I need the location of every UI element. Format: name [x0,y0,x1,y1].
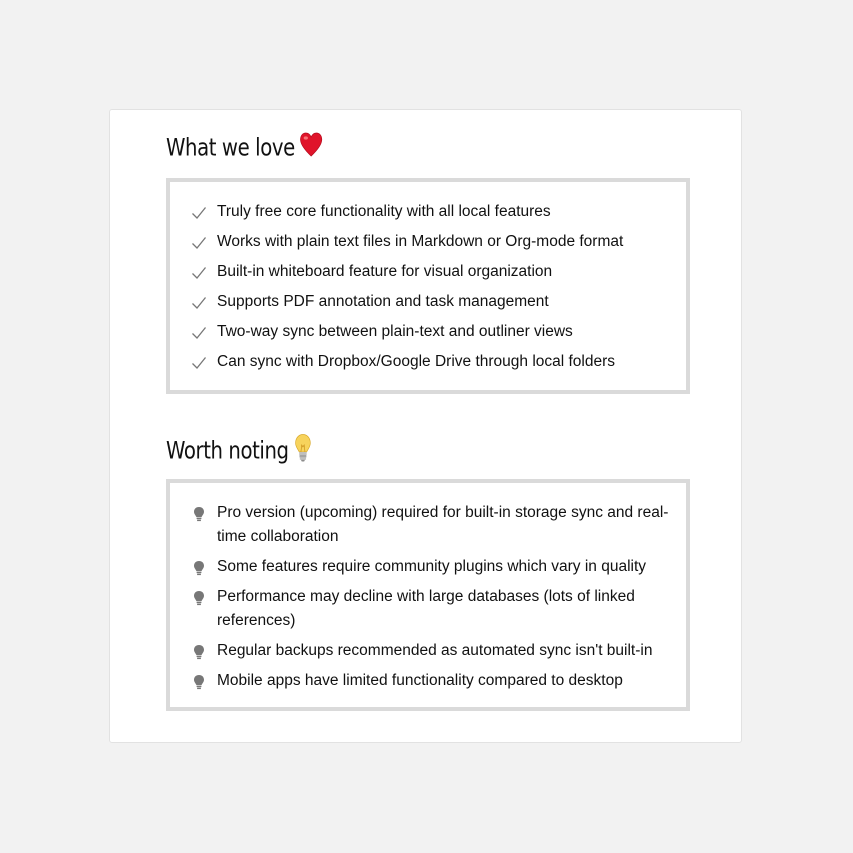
love-item-text: Truly free core functionality with all local features [217,203,551,220]
check-icon [191,325,207,341]
noting-item [188,555,670,579]
what-we-love-title: What we love [166,133,295,162]
noting-list [188,501,670,693]
noting-item [188,639,670,663]
love-item [188,320,670,344]
love-item-text: Works with plain text files in Markdown or Org-mode format [217,233,624,250]
noting-item-text: Pro version (upcoming) required for built-in storage sync and real-time collaboration [217,504,669,545]
check-icon [191,205,207,221]
noting-item [188,585,670,633]
check-icon [191,295,207,311]
love-item-text: Two-way sync between plain-text and outliner views [217,323,573,340]
love-item-text: Can sync with Dropbox/Google Drive through local folders [217,353,616,370]
love-item-text: Supports PDF annotation and task management [217,293,549,310]
love-item [188,260,670,284]
check-icon [191,235,207,251]
lightbulb-bullet-icon [191,674,207,690]
love-item-text: Built-in whiteboard feature for visual organization [217,263,553,280]
worth-noting-heading [166,433,312,470]
love-item [188,230,670,254]
check-icon [191,265,207,281]
worth-noting-title: Worth noting [166,436,289,465]
lightbulb-bullet-icon [191,590,207,606]
noting-item-text: Performance may decline with large databases (lots of linked references) [217,588,635,629]
lightbulb-bullet-icon [191,506,207,522]
love-item [188,200,670,224]
love-item [188,290,670,314]
lightbulb-bullet-icon [191,560,207,576]
check-icon [191,355,207,371]
noting-item [188,501,670,549]
noting-item-text: Regular backups recommended as automated sync isn't built-in [217,642,653,659]
noting-item-text: Mobile apps have limited functionality compared to desktop [217,672,623,689]
noting-item [188,669,670,693]
love-list-box [166,178,690,394]
love-list [188,200,670,374]
review-card [109,109,742,743]
lightbulb-bullet-icon [191,644,207,660]
what-we-love-heading [166,132,323,165]
lightbulb-icon [294,433,312,470]
love-item [188,350,670,374]
noting-item-text: Some features require community plugins which vary in quality [217,558,647,575]
noting-list-box [166,479,690,711]
heart-icon [300,132,323,165]
